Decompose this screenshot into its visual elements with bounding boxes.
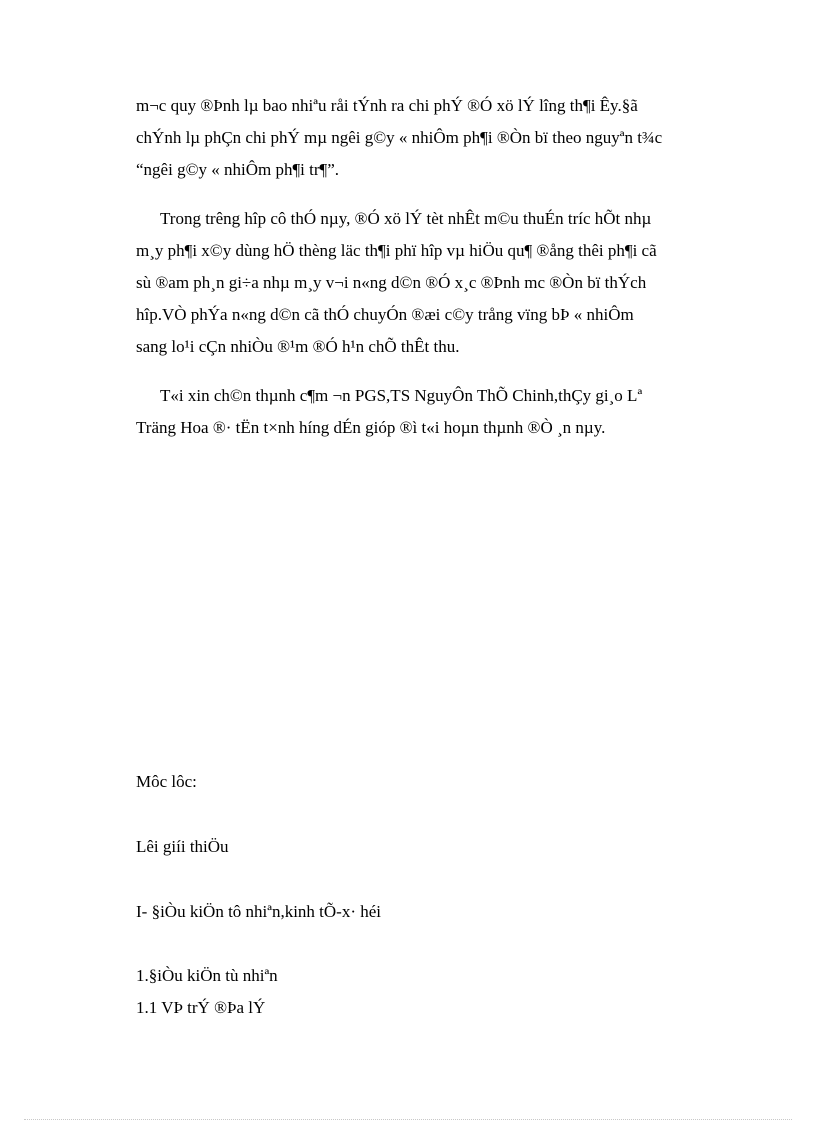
text-line: Träng Hoa ®· tËn t×nh híng dÉn gióp ®ì t«i hoµn thµnh ®Ò ¸n nµy. xyxy=(136,418,606,437)
toc-item-subsection-1: 1.§iÒu kiÖn tù nhiªn xyxy=(136,966,278,985)
text-line: hîp.VÒ phÝa n«ng d©n cã thÓ chuyÓn ®æi c©y trång vïng bÞ « nhiÔm xyxy=(136,305,634,324)
toc-heading: Môc lôc: xyxy=(136,772,197,791)
text-line: sù ®am ph¸n gi÷a nhµ m¸y v¬i n«ng d©n ®Ó x¸c ®Þnh mc ®Òn bï thÝch xyxy=(136,273,647,292)
text-line: chÝnh lµ phÇn chi phÝ mµ ngêi g©y « nhiÔm ph¶i ®Òn bï theo nguyªn t¾c xyxy=(136,128,663,147)
text-line: T«i xin ch©n thµnh c¶m ¬n PGS,TS NguyÔn ThÕ Chinh,thÇy gi¸o Lª xyxy=(160,386,643,405)
paragraph-acknowledgement xyxy=(136,380,736,444)
toc-item-section-1: I- §iÒu kiÖn tô nhiªn,kinh tÕ-x· héi xyxy=(136,902,382,921)
text-line: m¸y ph¶i x©y dùng hÖ thèng läc th¶i phï hîp vµ hiÖu qu¶ ®ång thêi ph¶i cã xyxy=(136,241,657,260)
paragraph-solution xyxy=(136,203,736,363)
text-line: sang lo¹i cÇn nhiÒu ®¹m ®Ó h¹n chÕ thÊt thu. xyxy=(136,337,460,356)
paragraph-compensation xyxy=(136,90,736,186)
toc-item-introduction: Lêi giíi thiÖu xyxy=(136,837,229,856)
text-line: Trong trêng hîp cô thÓ nµy, ®Ó xö lÝ tèt nhÊt m©u thuÉn tríc hÕt nhµ xyxy=(160,209,652,228)
text-line: “ngêi g©y « nhiÔm ph¶i tr¶”. xyxy=(136,160,340,179)
text-line: m¬c quy ®Þnh lµ bao nhiªu råi tÝnh ra chi phÝ ®Ó xö lÝ lîng th¶i Êy.§ã xyxy=(136,96,638,115)
toc-item-subsection-1-1: 1.1 VÞ trÝ ®Þa lÝ xyxy=(136,998,266,1017)
page-bottom-divider xyxy=(24,1119,792,1120)
